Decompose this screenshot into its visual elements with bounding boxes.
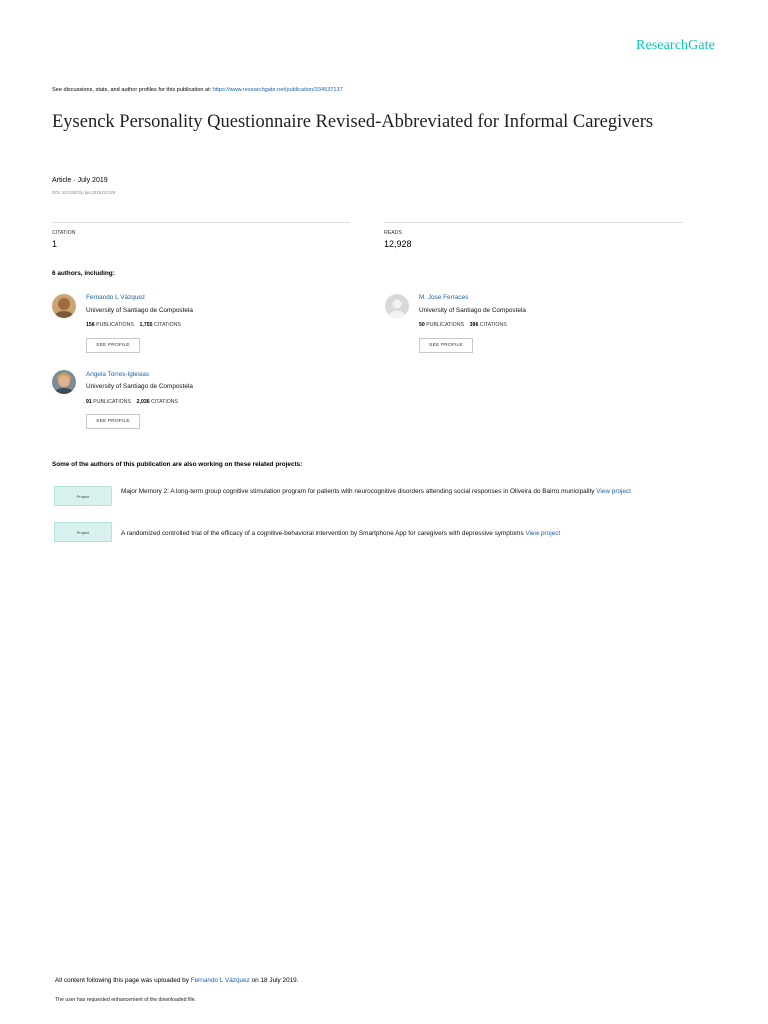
projects-heading: Some of the authors of this publication are also working on these related projects: — [52, 461, 303, 468]
author-institution: University of Santiago de Compostela — [419, 307, 526, 314]
author-institution: University of Santiago de Compostela — [86, 383, 193, 390]
citations-label: CITATIONS — [153, 322, 181, 328]
doi-text: DOI: 10.23923/j.rips.2019.02.028 — [52, 190, 116, 195]
author-avatar[interactable] — [52, 370, 76, 394]
author-stats — [419, 322, 507, 328]
upload-note — [55, 977, 299, 984]
discussion-line — [52, 87, 343, 93]
author-name-link[interactable]: Fernando L Vázquez — [86, 294, 146, 301]
divider-reads — [384, 222, 683, 223]
citation-label: CITATION — [52, 230, 76, 236]
project-item — [121, 528, 721, 539]
upload-suffix: on 18 July 2019. — [251, 977, 299, 984]
reads-value: 12,928 — [384, 239, 412, 249]
project-title: A randomized controlled trial of the efficacy of a cognitive-behavioral intervention by Smartphone App for caregivers with depressive symptoms — [121, 530, 524, 537]
see-profile-button[interactable]: SEE PROFILE — [419, 338, 473, 353]
project-title: Major Memory 2: A long-term group cognitive stimulation program for patients with neurocognitive disorders attending social responses in Oliveira do Bairro municipality — [121, 488, 595, 495]
publications-label: PUBLICATIONS — [96, 322, 134, 328]
author-name-link[interactable]: M. Jose Ferraces — [419, 294, 469, 301]
project-icon[interactable]: Project — [54, 522, 112, 542]
view-project-link[interactable]: View project — [525, 530, 561, 537]
author-stats — [86, 399, 178, 405]
publication-url-link[interactable]: https://www.researchgate.net/publication/334537137 — [212, 87, 343, 93]
citation-value: 1 — [52, 239, 58, 249]
discussion-text: See discussions, stats, and author profiles for this publication at: — [52, 87, 212, 93]
see-profile-button[interactable]: SEE PROFILE — [86, 414, 140, 429]
author-name-link[interactable]: Angela Torres-Iglesias — [86, 371, 150, 378]
citations-count: 396 — [469, 322, 479, 328]
enhancement-note: The user has requested enhancement of the downloaded file. — [55, 997, 197, 1003]
uploader-link[interactable]: Fernando L Vázquez — [190, 977, 250, 984]
divider-citation — [52, 222, 350, 223]
view-project-link[interactable]: View project — [596, 488, 631, 495]
article-type-date: Article · July 2019 — [52, 177, 108, 184]
citations-count: 1,755 — [139, 322, 153, 328]
see-profile-button[interactable]: SEE PROFILE — [86, 338, 140, 353]
upload-prefix: All content following this page was uploaded by — [55, 977, 189, 984]
publications-label: PUBLICATIONS — [426, 322, 464, 328]
authors-heading: 6 authors, including: — [52, 270, 115, 277]
publications-count: 91 — [86, 399, 92, 405]
publication-title: Eysenck Personality Questionnaire Revised-Abbreviated for Informal Caregivers — [52, 112, 654, 132]
project-item — [121, 486, 691, 497]
publications-count: 50 — [419, 322, 425, 328]
author-avatar-placeholder[interactable] — [385, 294, 409, 318]
project-icon[interactable]: Project — [54, 486, 112, 506]
author-avatar[interactable] — [52, 294, 76, 318]
publications-count: 156 — [86, 322, 95, 328]
author-institution: University of Santiago de Compostela — [86, 307, 193, 314]
citations-label: CITATIONS — [151, 399, 179, 405]
reads-label: READS — [384, 230, 402, 236]
author-stats — [86, 322, 181, 328]
researchgate-logo[interactable]: ResearchGate — [636, 38, 715, 53]
citations-label: CITATIONS — [479, 322, 507, 328]
publications-label: PUBLICATIONS — [93, 399, 131, 405]
citations-count: 2,036 — [136, 399, 150, 405]
